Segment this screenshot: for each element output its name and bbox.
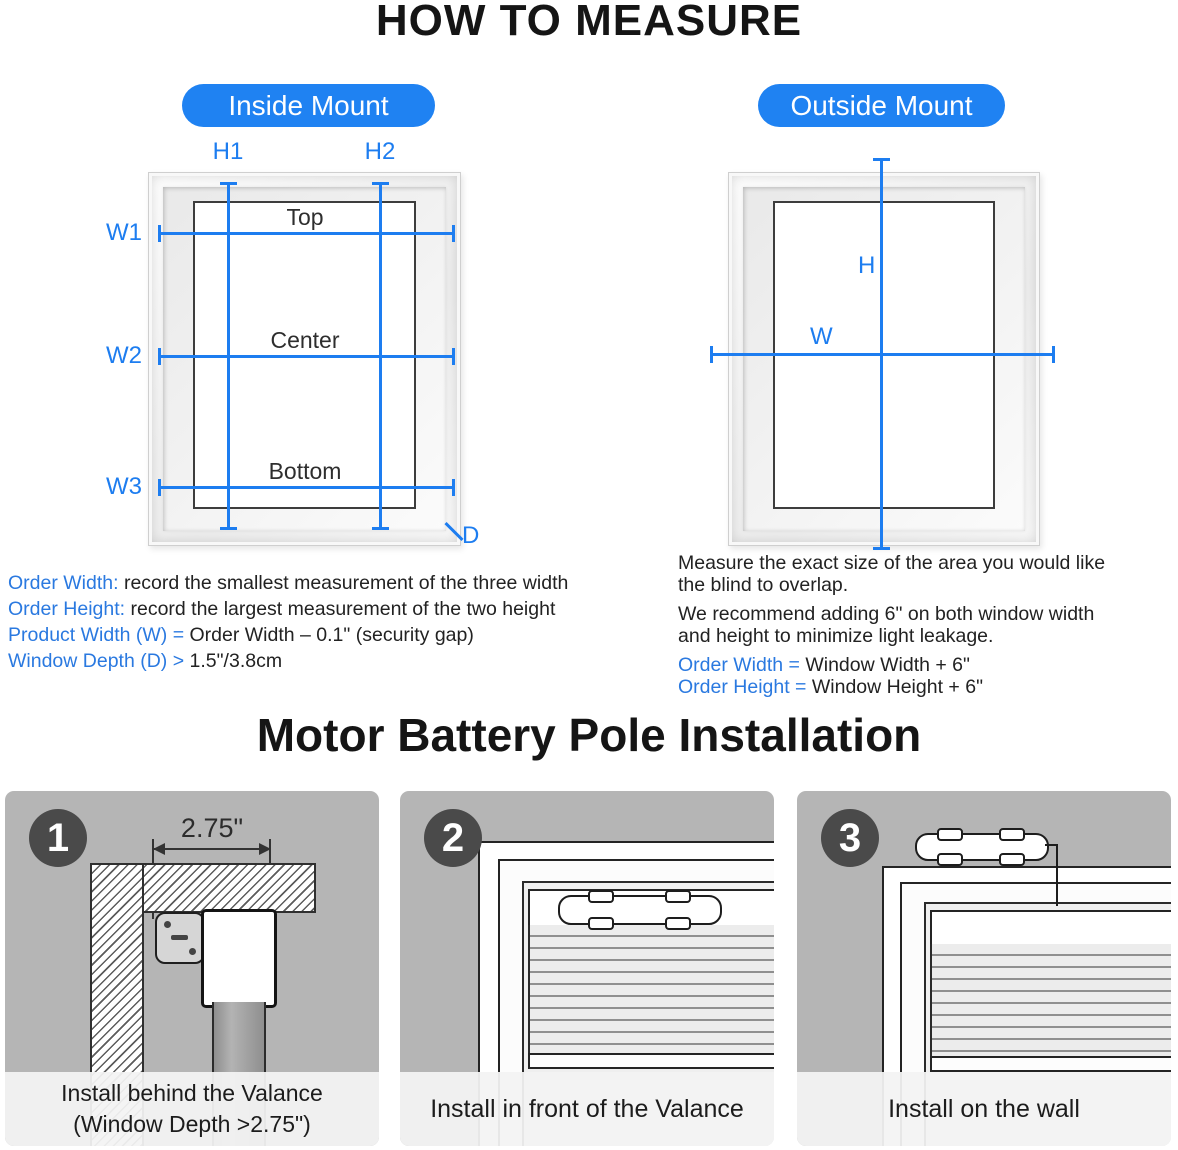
pole-tab	[588, 890, 614, 903]
screw-dot	[189, 948, 196, 955]
inside-mount-badge: Inside Mount	[182, 84, 435, 127]
label-depth: D	[462, 522, 480, 549]
measure-line-w1	[158, 232, 455, 235]
label-h2: H2	[364, 138, 396, 165]
shade-bottom-rail	[528, 1053, 774, 1069]
label-w2: W2	[106, 342, 142, 369]
step-3-badge: 3	[821, 809, 879, 867]
outside-mount-notes	[678, 553, 1126, 698]
note-order-height: Order Height: record the largest measurement of the two height	[8, 598, 556, 620]
motor-unit	[201, 909, 277, 1008]
outside-mount-diagram	[680, 140, 1080, 570]
formula-order-height: Order Height = Window Height + 6"	[678, 675, 983, 698]
depth-dimension-label: 2.75"	[180, 813, 244, 843]
label-w3: W3	[106, 473, 142, 500]
label-h: H	[858, 252, 876, 279]
note-product-width: Product Width (W) = Order Width – 0.1" (security gap)	[8, 624, 474, 646]
install-step-3-panel	[797, 791, 1171, 1146]
pole-tab	[999, 853, 1025, 866]
step-1-caption: Install behind the Valance (Window Depth >2.75")	[5, 1072, 379, 1146]
step-3-caption: Install on the wall	[797, 1072, 1171, 1146]
battery-pole	[558, 895, 722, 925]
installation-title: Motor Battery Pole Installation	[256, 709, 922, 761]
bracket-slot	[171, 935, 188, 940]
dimension-arrow	[154, 848, 270, 850]
inside-mount-diagram	[100, 140, 485, 568]
valance	[930, 910, 1171, 946]
label-w: W	[810, 323, 833, 350]
step-2-caption: Install in front of the Valance	[400, 1072, 774, 1146]
page-title: HOW TO MEASURE	[375, 0, 803, 45]
step-2-badge: 2	[424, 809, 482, 867]
inside-mount-notes	[8, 570, 648, 674]
pole-tab	[588, 917, 614, 930]
label-top: Top	[286, 204, 324, 230]
battery-pole	[915, 833, 1049, 861]
label-h1: H1	[212, 138, 244, 165]
label-center: Center	[270, 327, 340, 353]
motor-wire	[1056, 844, 1058, 906]
label-bottom: Bottom	[268, 458, 342, 484]
pole-tab	[937, 828, 963, 841]
pole-tab	[665, 890, 691, 903]
note-recommend: We recommend adding 6" on both window width and height to minimize light leakage.	[678, 603, 1095, 647]
note-overlap: Measure the exact size of the area you would like the blind to overlap.	[678, 552, 1106, 596]
outside-mount-badge: Outside Mount	[758, 84, 1005, 127]
note-order-width: Order Width: record the smallest measurement of the three width	[8, 572, 569, 594]
measure-line-w3	[158, 486, 455, 489]
pole-tab	[665, 917, 691, 930]
note-window-depth: Window Depth (D) > 1.5"/3.8cm	[8, 650, 283, 672]
formula-order-width: Order Width = Window Width + 6"	[678, 654, 970, 676]
step-1-badge: 1	[29, 809, 87, 867]
screw-dot	[164, 921, 171, 928]
motor-bracket	[155, 912, 205, 964]
pole-tab	[937, 853, 963, 866]
install-step-2-panel	[400, 791, 774, 1146]
install-step-1-panel	[5, 791, 379, 1146]
window-frame	[728, 172, 1040, 546]
measure-line-w2	[158, 355, 455, 358]
cellular-shade	[528, 925, 774, 1053]
cellular-shade	[930, 944, 1171, 1056]
label-w1: W1	[106, 219, 142, 246]
measure-line-w	[710, 353, 1055, 356]
shade-bottom-rail	[930, 1056, 1171, 1072]
pole-tab	[999, 828, 1025, 841]
